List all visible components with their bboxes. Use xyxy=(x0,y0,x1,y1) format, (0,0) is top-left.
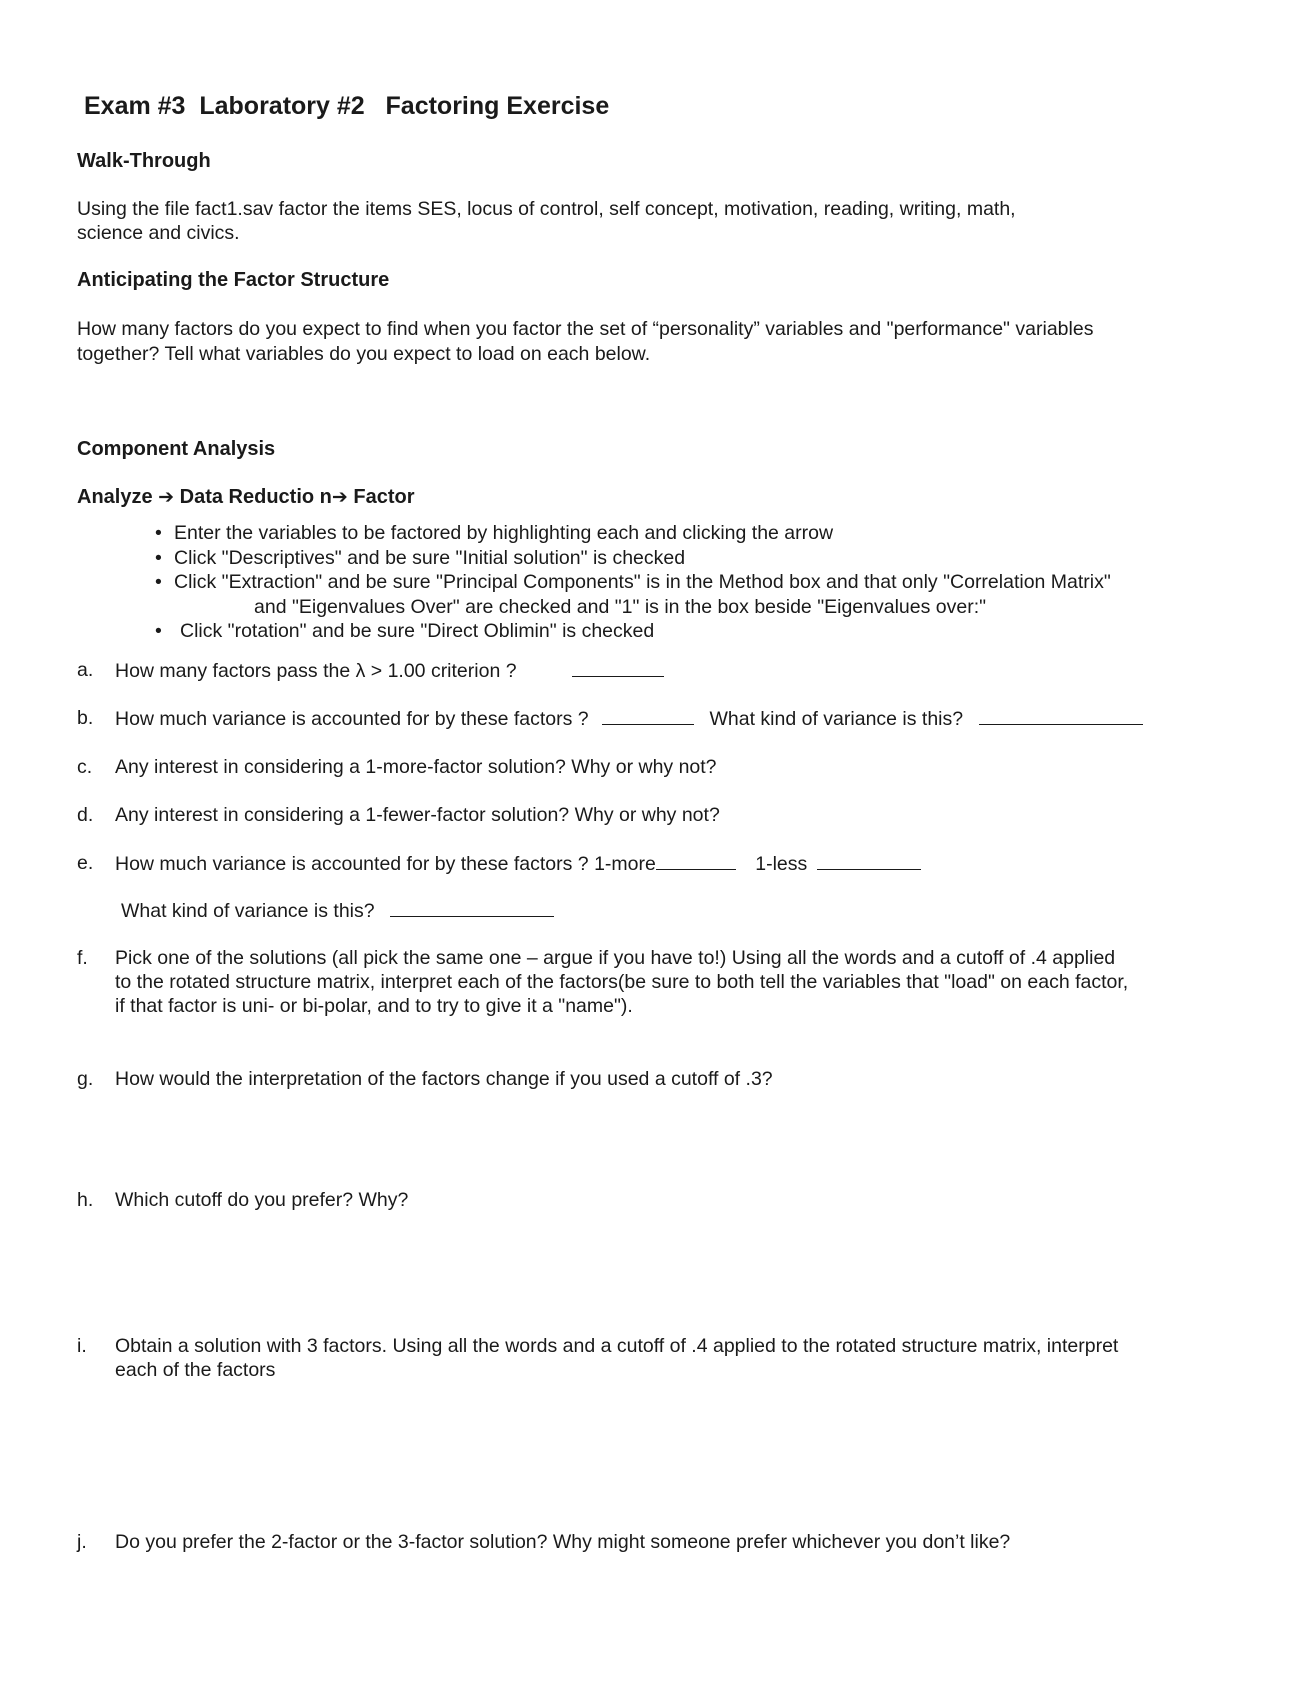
question-letter: g. xyxy=(77,1068,94,1090)
question-text: How would the interpretation of the factors change if you used a cutoff of .3? xyxy=(115,1068,773,1090)
instruction-text: Click "Extraction" and be sure "Principal Components" is in the Method box and that only "Correlation Matrix" xyxy=(174,571,1111,593)
instruction-text: Click "Descriptives" and be sure "Initial solution" is checked xyxy=(174,546,686,569)
question-text-line2: to the rotated structure matrix, interpret each of the factors(be sure to both tell the variables that "load" on each factor, xyxy=(115,971,1129,993)
component-heading: Component Analysis xyxy=(77,438,276,460)
bullet-icon: • xyxy=(155,571,162,593)
instruction-item xyxy=(150,619,1111,644)
question-text-line1: Pick one of the solutions (all pick the same one – argue if you have to!) Using all the words and a cutoff of .4 applied xyxy=(115,947,1116,969)
bullet-icon: • xyxy=(155,522,162,544)
question-text-wrap xyxy=(115,658,664,683)
answer-blank[interactable] xyxy=(656,851,736,870)
question-text: What kind of variance is this? xyxy=(121,900,375,922)
question-letter: e. xyxy=(77,852,94,874)
question-letter: b. xyxy=(77,707,94,729)
question-letter: c. xyxy=(77,756,93,778)
instruction-item xyxy=(150,521,1111,546)
question-text-wrap xyxy=(121,898,554,923)
question-letter: f. xyxy=(77,947,88,969)
question-letter: a. xyxy=(77,659,94,681)
question-text: Which cutoff do you prefer? Why? xyxy=(115,1189,409,1211)
question-letter: j. xyxy=(77,1531,87,1553)
question-letter: i. xyxy=(77,1335,87,1357)
bullet-icon: • xyxy=(155,546,162,569)
question-text-wrap xyxy=(115,706,1143,731)
question-text: Do you prefer the 2-factor or the 3-factor solution? Why might someone prefer whichever you don’t like? xyxy=(115,1531,1011,1553)
answer-blank[interactable] xyxy=(572,658,664,677)
answer-blank[interactable] xyxy=(390,898,554,917)
question-text: What kind of variance is this? xyxy=(709,708,964,730)
anticipating-text-line1: How many factors do you expect to find when you factor the set of “personality” variables and "performance" variables xyxy=(77,318,1094,340)
question-letter: h. xyxy=(77,1189,94,1211)
instruction-list xyxy=(150,521,1111,644)
walkthrough-text-line2: science and civics. xyxy=(77,222,240,244)
instruction-text: Enter the variables to be factored by highlighting each and clicking the arrow xyxy=(174,522,834,544)
menu-path-analyze: Analyze xyxy=(77,486,159,508)
answer-blank[interactable] xyxy=(817,851,921,870)
menu-path xyxy=(77,486,414,509)
menu-path-data-reduction: Data Reductio n xyxy=(174,486,332,508)
question-letter: d. xyxy=(77,804,94,826)
page-title: Exam #3 Laboratory #2 Factoring Exercise xyxy=(84,92,610,120)
answer-blank[interactable] xyxy=(979,706,1143,725)
anticipating-heading: Anticipating the Factor Structure xyxy=(77,269,390,291)
walkthrough-heading: Walk-Through xyxy=(77,150,211,172)
question-text-wrap xyxy=(115,851,921,876)
question-text: How much variance is accounted for by these factors ? xyxy=(115,708,589,730)
arrow-right-icon: ➔ xyxy=(331,486,348,508)
question-text: How much variance is accounted for by these factors ? 1-more xyxy=(115,853,656,875)
bullet-icon: • xyxy=(155,620,162,642)
instruction-text: Click "rotation" and be sure "Direct Oblimin" is checked xyxy=(180,620,655,642)
question-text: Any interest in considering a 1-fewer-factor solution? Why or why not? xyxy=(115,804,720,826)
question-text-line1: Obtain a solution with 3 factors. Using all the words and a cutoff of .4 applied to the rotated structure matrix, interpret xyxy=(115,1335,1119,1357)
anticipating-text-line2: together? Tell what variables do you expect to load on each below. xyxy=(77,343,651,365)
question-text-line2: each of the factors xyxy=(115,1359,276,1381)
instruction-item xyxy=(150,546,1111,571)
question-text: How many factors pass the λ > 1.00 criterion ? xyxy=(115,660,517,682)
menu-path-factor: Factor xyxy=(347,486,415,508)
instruction-text-continued: and "Eigenvalues Over" are checked and "1" is in the box beside "Eigenvalues over:" xyxy=(254,595,987,618)
answer-blank[interactable] xyxy=(602,706,694,725)
walkthrough-text-line1: Using the file fact1.sav factor the items SES, locus of control, self concept, motivation, reading, writing, math, xyxy=(77,198,1016,220)
arrow-right-icon: ➔ xyxy=(158,486,175,508)
question-text: 1-less xyxy=(755,853,808,875)
question-text-line3: if that factor is uni- or bi-polar, and to try to give it a "name"). xyxy=(115,995,633,1017)
instruction-item xyxy=(150,570,1111,619)
question-text: Any interest in considering a 1-more-factor solution? Why or why not? xyxy=(115,756,717,778)
